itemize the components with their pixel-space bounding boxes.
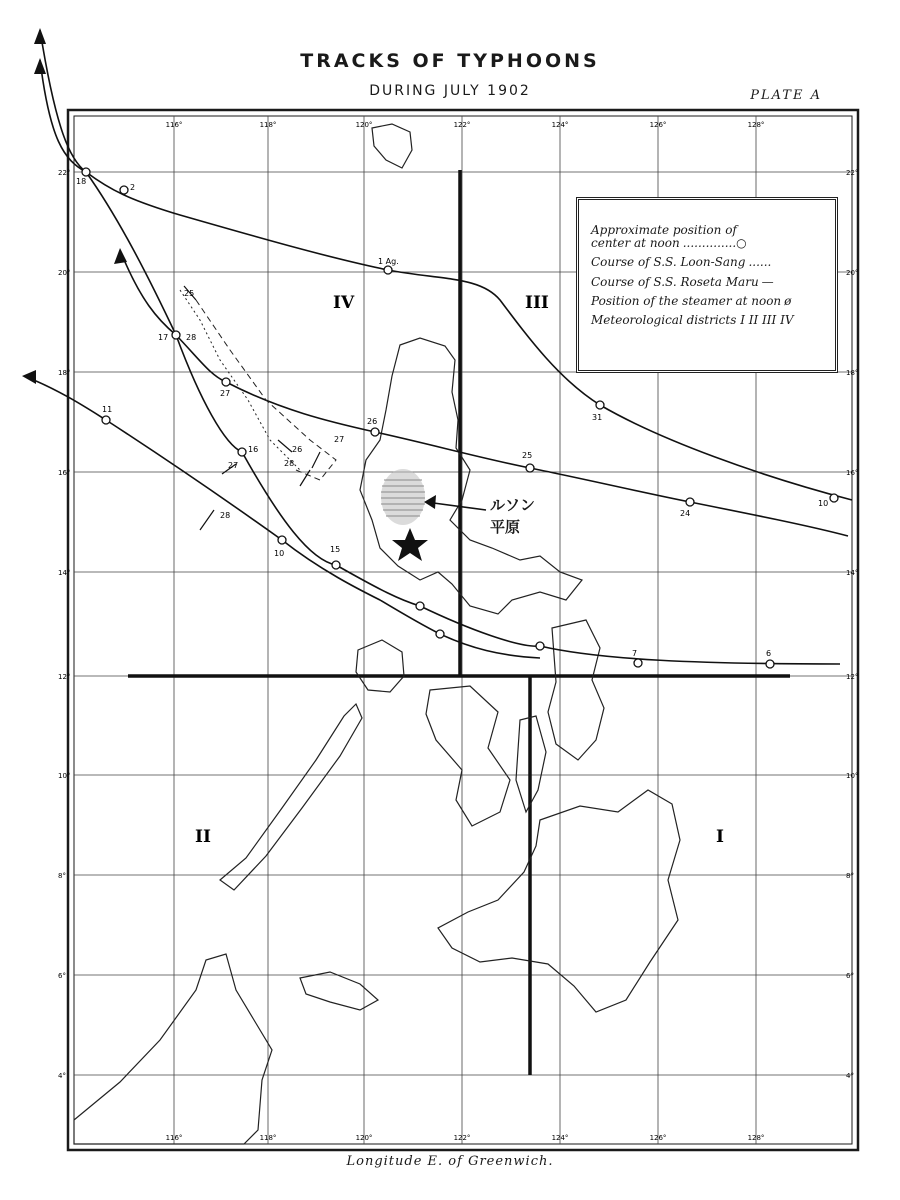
- point-label: 31: [592, 413, 603, 422]
- lon-tick: 118°: [259, 121, 277, 129]
- point-label: 6: [766, 649, 772, 658]
- noon-position-marker: [102, 416, 110, 424]
- noon-position-marker: [120, 186, 128, 194]
- legend-item-center-position: Approximate position of center at noon..............○: [591, 223, 747, 251]
- annotation-line-1: ルソン: [490, 496, 536, 514]
- district-label-i: I: [716, 827, 724, 847]
- annotation-line-2: 平原: [490, 518, 521, 536]
- noon-position-marker: [82, 168, 90, 176]
- point-label: 25: [184, 289, 195, 298]
- lon-tick: 116°: [165, 121, 183, 129]
- district-label-ii: II: [195, 827, 211, 847]
- luzon-plain-region: [381, 469, 425, 525]
- lat-tick: 6°: [846, 972, 854, 980]
- lat-tick: 16°: [58, 469, 71, 477]
- lat-tick: 18°: [58, 369, 71, 377]
- district-label-iii: III: [525, 293, 549, 313]
- lat-tick: 12°: [846, 673, 859, 681]
- point-label: 2: [130, 183, 136, 192]
- lat-tick: 8°: [846, 872, 854, 880]
- point-label: 28: [220, 511, 231, 520]
- lat-tick: 10°: [58, 772, 71, 780]
- luzon-plain-annotation: [490, 494, 535, 538]
- noon-position-marker: [332, 561, 340, 569]
- sulu-islands-coast: [300, 972, 378, 1010]
- point-label: 28: [186, 333, 197, 342]
- noon-position-marker: [766, 660, 774, 668]
- lon-tick: 126°: [649, 1134, 667, 1142]
- lat-tick: 8°: [58, 872, 66, 880]
- lon-tick: 128°: [747, 121, 765, 129]
- lat-tick: 4°: [846, 1072, 854, 1080]
- noon-position-marker: [686, 498, 694, 506]
- point-label: 10: [274, 549, 285, 558]
- dashed-line-icon: —: [761, 274, 774, 289]
- point-label: 18: [76, 177, 87, 186]
- point-label: 16: [248, 445, 259, 454]
- borneo-coast: [74, 954, 272, 1144]
- point-label: 27: [228, 461, 239, 470]
- lat-tick: 14°: [846, 569, 859, 577]
- lat-tick: 16°: [846, 469, 859, 477]
- point-label: 1 Ag.: [378, 257, 399, 266]
- roseta-maru-course: [196, 300, 336, 480]
- point-label: 27: [220, 389, 231, 398]
- point-label: 10: [818, 499, 829, 508]
- noon-position-marker: [536, 642, 544, 650]
- mindanao-coast: [438, 790, 680, 1012]
- lat-tick: 14°: [58, 569, 71, 577]
- legend-item-steamer-position: Position of the steamer at noon ø: [591, 293, 792, 308]
- point-label: 26: [292, 445, 303, 454]
- point-label: 25: [522, 451, 533, 460]
- point-label: 26: [367, 417, 378, 426]
- district-label-iv: IV: [333, 293, 355, 313]
- palawan-coast: [220, 704, 362, 890]
- lon-tick: 116°: [165, 1134, 183, 1142]
- lat-tick: 22°: [58, 169, 71, 177]
- noon-position-marker: [526, 464, 534, 472]
- lat-tick: 10°: [846, 772, 859, 780]
- lon-tick: 122°: [453, 121, 471, 129]
- panay-negros-coast: [426, 686, 510, 826]
- lat-tick: 20°: [58, 269, 71, 277]
- noon-position-marker: [238, 448, 246, 456]
- samar-leyte-coast: [548, 620, 604, 760]
- plate-label: PLATE A: [750, 88, 822, 103]
- point-label: 11: [102, 405, 113, 414]
- longitude-ticks-top: [166, 121, 765, 129]
- noon-position-marker: [278, 536, 286, 544]
- lat-tick: 6°: [58, 972, 66, 980]
- map-title: TRACKS OF TYPHOONS: [300, 50, 600, 72]
- map-subtitle: DURING JULY 1902: [369, 83, 531, 99]
- lon-tick: 118°: [259, 1134, 277, 1142]
- lon-tick: 126°: [649, 121, 667, 129]
- lon-tick: 122°: [453, 1134, 471, 1142]
- noon-position-marker: [830, 494, 838, 502]
- lon-tick: 128°: [747, 1134, 765, 1142]
- noon-position-marker: [172, 331, 180, 339]
- longitude-axis-label: Longitude E. of Greenwich.: [346, 1154, 554, 1169]
- point-label: 27: [334, 435, 345, 444]
- taiwan-coast: [372, 124, 412, 168]
- lon-tick: 124°: [551, 121, 569, 129]
- star-marker: [392, 528, 428, 561]
- dotted-line-icon: ......: [748, 255, 772, 270]
- steamer-position-marks: [184, 286, 320, 530]
- noon-position-marker: [596, 401, 604, 409]
- legend-item-districts: Meteorological districts I II III IV: [591, 312, 794, 327]
- point-label: 17: [158, 333, 169, 342]
- mindoro-coast: [356, 640, 404, 692]
- noon-position-marker: [634, 659, 642, 667]
- point-label: 7: [632, 649, 638, 658]
- open-circle-icon: ..............○: [682, 236, 747, 251]
- lat-tick: 18°: [846, 369, 859, 377]
- lat-tick: 12°: [58, 673, 71, 681]
- annotation-arrow: [424, 495, 486, 510]
- point-label: 15: [330, 545, 341, 554]
- lon-tick: 120°: [355, 1134, 373, 1142]
- map-legend: [576, 197, 838, 373]
- arrow-mark-icon: ø: [784, 293, 792, 308]
- longitude-ticks-bottom: [166, 1134, 765, 1142]
- lon-tick: 124°: [551, 1134, 569, 1142]
- point-label: 28: [284, 459, 295, 468]
- lon-tick: 120°: [355, 121, 373, 129]
- noon-position-marker: [384, 266, 392, 274]
- noon-position-marker: [222, 378, 230, 386]
- point-label: 24: [680, 509, 691, 518]
- lat-tick: 22°: [846, 169, 859, 177]
- lat-tick: 4°: [58, 1072, 66, 1080]
- legend-item-loon-sang: Course of S.S. Loon-Sang ......: [591, 255, 772, 270]
- lat-tick: 20°: [846, 269, 859, 277]
- noon-position-marker: [436, 630, 444, 638]
- legend-item-roseta-maru: Course of S.S. Roseta Maru —: [591, 274, 774, 289]
- noon-position-marker: [371, 428, 379, 436]
- noon-position-marker: [416, 602, 424, 610]
